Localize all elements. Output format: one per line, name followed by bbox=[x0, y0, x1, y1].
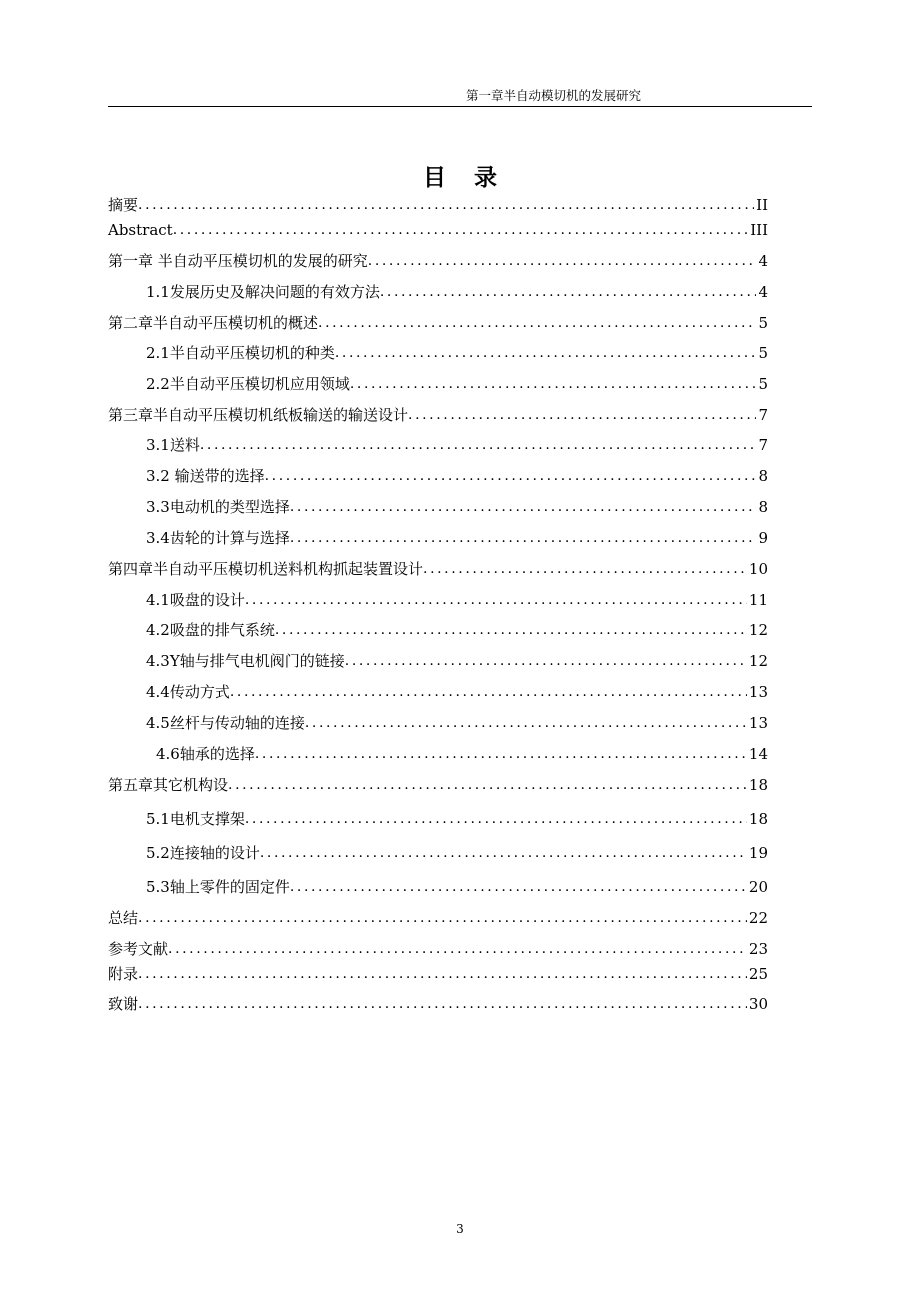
toc-leader-dots bbox=[245, 809, 747, 829]
toc-entry-label: 致谢 bbox=[108, 995, 139, 1013]
toc-entry-page: 4 bbox=[758, 283, 768, 301]
toc-entry-label: 5.3轴上零件的固定件 bbox=[146, 878, 290, 896]
toc-leader-dots bbox=[408, 405, 756, 425]
toc-entry-section-2-2[interactable] bbox=[146, 374, 768, 394]
toc-leader-dots bbox=[335, 343, 757, 363]
toc-entry-label: 4.6轴承的选择 bbox=[156, 745, 255, 763]
toc-leader-dots bbox=[345, 651, 747, 671]
toc-entry-page: 22 bbox=[748, 909, 768, 927]
toc-leader-dots bbox=[350, 374, 757, 394]
toc-entry-page: 5 bbox=[758, 344, 768, 362]
toc-entry-label: 第一章 半自动平压模切机的发展的研究 bbox=[108, 252, 368, 270]
toc-leader-dots bbox=[423, 559, 747, 579]
toc-leader-dots bbox=[290, 497, 757, 517]
toc-entry-label: 3.4齿轮的计算与选择 bbox=[146, 529, 290, 547]
toc-entry-label: 总结 bbox=[108, 909, 139, 927]
toc-entry-page: III bbox=[750, 221, 768, 239]
toc-entry-section-3-3[interactable] bbox=[146, 497, 768, 517]
toc-entry-page: 5 bbox=[758, 314, 768, 332]
toc-entry-page: 13 bbox=[748, 714, 768, 732]
toc-leader-dots bbox=[260, 843, 747, 863]
toc-entry-page: 5 bbox=[758, 375, 768, 393]
toc-entry-section-3-1[interactable] bbox=[146, 435, 768, 455]
toc-entry-page: 4 bbox=[758, 252, 768, 270]
toc-entry-page: 11 bbox=[748, 591, 768, 609]
toc-entry-page: 30 bbox=[748, 995, 768, 1013]
toc-entry-page: 9 bbox=[758, 529, 768, 547]
toc-leader-dots bbox=[230, 682, 747, 702]
toc-entry-page: 8 bbox=[758, 467, 768, 485]
toc-entry-label: 4.4传动方式 bbox=[146, 683, 230, 701]
page-number: 3 bbox=[456, 1222, 464, 1236]
toc-entry-references[interactable] bbox=[108, 939, 768, 959]
toc-entry-section-3-4[interactable] bbox=[146, 528, 768, 548]
toc-leader-dots bbox=[138, 964, 747, 984]
toc-leader-dots bbox=[138, 908, 747, 928]
toc-entry-abstract-cn[interactable] bbox=[108, 195, 768, 215]
toc-entry-section-4-2[interactable] bbox=[146, 620, 768, 640]
toc-leader-dots bbox=[265, 466, 757, 486]
toc-title: 目 录 bbox=[422, 165, 507, 191]
toc-leader-dots bbox=[200, 435, 757, 455]
toc-leader-dots bbox=[290, 877, 747, 897]
toc-entry-section-4-1[interactable] bbox=[146, 590, 768, 610]
toc-entry-label: 4.1吸盘的设计 bbox=[146, 591, 245, 609]
toc-entry-chapter-4[interactable] bbox=[108, 559, 768, 579]
toc-leader-dots bbox=[368, 251, 757, 271]
toc-leader-dots bbox=[305, 713, 747, 733]
toc-entry-appendix[interactable] bbox=[108, 964, 768, 984]
toc-entry-section-5-1[interactable] bbox=[146, 809, 768, 829]
toc-entry-label: 2.2半自动平压模切机应用领域 bbox=[146, 375, 350, 393]
toc-entry-section-5-3[interactable] bbox=[146, 877, 768, 897]
toc-entry-page: 14 bbox=[748, 745, 768, 763]
toc-entry-label: 2.1半自动平压模切机的种类 bbox=[146, 344, 335, 362]
toc-leader-dots bbox=[138, 195, 754, 215]
toc-leader-dots bbox=[173, 220, 749, 240]
toc-entry-label: 4.2吸盘的排气系统 bbox=[146, 621, 275, 639]
header-title: 第一章半自动模切机的发展研究 bbox=[466, 88, 642, 103]
toc-entry-label: 参考文献 bbox=[108, 940, 169, 958]
toc-entry-label: 第四章半自动平压模切机送料机构抓起装置设计 bbox=[108, 560, 424, 578]
toc-entry-label: 5.1电机支撑架 bbox=[146, 810, 245, 828]
toc-entry-label: 3.1送料 bbox=[146, 436, 200, 454]
toc-entry-label: 第三章半自动平压模切机纸板输送的输送设计 bbox=[108, 406, 409, 424]
toc-entry-label: 3.2 输送带的选择 bbox=[146, 467, 265, 485]
toc-entry-section-3-2[interactable] bbox=[146, 466, 768, 486]
toc-entry-page: 20 bbox=[748, 878, 768, 896]
toc-entry-section-4-5[interactable] bbox=[146, 713, 768, 733]
toc-entry-summary[interactable] bbox=[108, 908, 768, 928]
toc-entry-label: 摘要 bbox=[108, 196, 139, 214]
toc-entry-page: 12 bbox=[748, 652, 768, 670]
toc-entry-label: 4.5丝杆与传动轴的连接 bbox=[146, 714, 305, 732]
toc-entry-page: 23 bbox=[748, 940, 768, 958]
toc-entry-section-4-4[interactable] bbox=[146, 682, 768, 702]
toc-entry-acknowledgements[interactable] bbox=[108, 994, 768, 1014]
toc-leader-dots bbox=[245, 590, 747, 610]
toc-entry-section-4-6[interactable] bbox=[156, 744, 768, 764]
toc-entry-page: 12 bbox=[748, 621, 768, 639]
toc-leader-dots bbox=[138, 994, 747, 1014]
toc-leader-dots bbox=[380, 282, 757, 302]
toc-entry-page: 10 bbox=[748, 560, 768, 578]
toc-entry-label: 3.3电动机的类型选择 bbox=[146, 498, 290, 516]
toc-leader-dots bbox=[168, 939, 747, 959]
toc-entry-label: 4.3Y轴与排气电机阀门的链接 bbox=[146, 652, 345, 670]
toc-leader-dots bbox=[290, 528, 757, 548]
toc-entry-label: Abstract bbox=[108, 221, 173, 239]
toc-entry-page: 25 bbox=[748, 965, 768, 983]
toc-entry-label: 第二章半自动平压模切机的概述 bbox=[108, 314, 319, 332]
toc-entry-label: 第五章其它机构设 bbox=[108, 776, 229, 794]
toc-leader-dots bbox=[318, 313, 756, 333]
toc-entry-label: 1.1发展历史及解决问题的有效方法 bbox=[146, 283, 380, 301]
toc-entry-chapter-3[interactable] bbox=[108, 405, 768, 425]
toc-entry-abstract-en[interactable] bbox=[108, 220, 768, 240]
toc-entry-page: 7 bbox=[758, 436, 768, 454]
toc-leader-dots bbox=[255, 744, 747, 764]
toc-entry-page: 13 bbox=[748, 683, 768, 701]
toc-entry-page: II bbox=[756, 196, 768, 214]
toc-entry-page: 19 bbox=[748, 844, 768, 862]
toc-entry-section-5-2[interactable] bbox=[146, 843, 768, 863]
toc-entry-chapter-1[interactable] bbox=[108, 251, 768, 271]
toc-leader-dots bbox=[228, 775, 747, 795]
toc-entry-label: 附录 bbox=[108, 965, 139, 983]
toc-entry-page: 8 bbox=[758, 498, 768, 516]
toc-entry-chapter-5[interactable] bbox=[108, 775, 768, 795]
toc-entry-section-2-1[interactable] bbox=[146, 343, 768, 363]
toc-entry-section-4-3[interactable] bbox=[146, 651, 768, 671]
toc-leader-dots bbox=[275, 620, 747, 640]
toc-entry-section-1-1[interactable] bbox=[146, 282, 768, 302]
toc-entry-page: 18 bbox=[748, 810, 768, 828]
toc-entry-page: 7 bbox=[758, 406, 768, 424]
toc-entry-chapter-2[interactable] bbox=[108, 313, 768, 333]
toc-entry-page: 18 bbox=[748, 776, 768, 794]
toc-entry-label: 5.2连接轴的设计 bbox=[146, 844, 260, 862]
